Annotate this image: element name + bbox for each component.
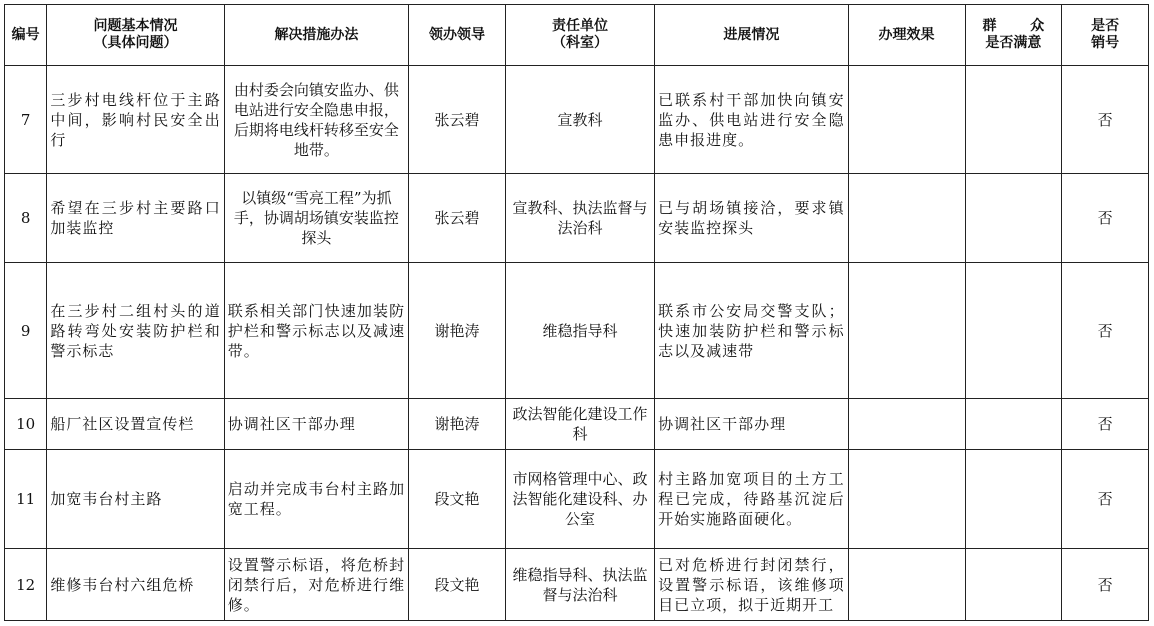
cell-problem: 加宽韦台村主路 bbox=[47, 450, 224, 549]
cell-progress: 联系市公安局交警支队；快速加装防护栏和警示标志以及减速带 bbox=[655, 263, 849, 399]
table-row bbox=[5, 549, 1149, 621]
issue-table bbox=[4, 4, 1149, 621]
cell-closed: 否 bbox=[1062, 66, 1149, 174]
cell-closed: 否 bbox=[1062, 549, 1149, 621]
table-container bbox=[4, 4, 1149, 626]
cell-progress bbox=[655, 549, 849, 621]
cell-problem: 维修韦台村六组危桥 bbox=[47, 549, 224, 621]
header-unit-line1: 责任单位 bbox=[551, 18, 608, 34]
cell-satisfied bbox=[965, 450, 1062, 549]
cell-unit: 维稳指导科、执法监督与法治科 bbox=[505, 549, 654, 621]
header-problem-line1: 问题基本情况 bbox=[93, 18, 178, 34]
cell-effect bbox=[848, 549, 965, 621]
cell-leader: 谢艳涛 bbox=[409, 399, 506, 450]
cell-solution: 以镇级“雪亮工程”为抓手，协调胡场镇安装监控探头 bbox=[224, 174, 408, 263]
header-progress: 进展情况 bbox=[655, 5, 849, 66]
table-row bbox=[5, 450, 1149, 549]
cell-leader: 张云碧 bbox=[409, 174, 506, 263]
cell-problem: 在三步村二组村头的道路转弯处安装防护栏和警示标志 bbox=[47, 263, 224, 399]
cell-num: 7 bbox=[5, 66, 47, 174]
cell-progress-text: 已对危桥进行封闭禁行，设置警示标语，该维修项目已立项，拟于近期开工 bbox=[658, 555, 845, 614]
cell-unit: 宣教科、执法监督与法治科 bbox=[505, 174, 654, 263]
cell-leader: 谢艳涛 bbox=[409, 263, 506, 399]
cell-leader: 张云碧 bbox=[409, 66, 506, 174]
cell-satisfied bbox=[965, 399, 1062, 450]
header-satisfied-line1: 群 众 bbox=[982, 18, 1045, 34]
cell-solution: 启动并完成韦台村主路加宽工程。 bbox=[224, 450, 408, 549]
cell-solution: 联系相关部门快速加装防护栏和警示标志以及减速带。 bbox=[224, 263, 408, 399]
header-satisfied-line2: 是否满意 bbox=[985, 35, 1042, 51]
header-effect: 办理效果 bbox=[848, 5, 965, 66]
cell-problem: 希望在三步村主要路口加装监控 bbox=[47, 174, 224, 263]
cell-satisfied bbox=[965, 263, 1062, 399]
header-satisfied bbox=[965, 5, 1062, 66]
cell-num: 11 bbox=[5, 450, 47, 549]
cell-num: 9 bbox=[5, 263, 47, 399]
cell-closed: 否 bbox=[1062, 450, 1149, 549]
header-leader: 领办领导 bbox=[409, 5, 506, 66]
cell-unit: 政法智能化建设工作科 bbox=[505, 399, 654, 450]
cell-progress: 已与胡场镇接洽，要求镇安装监控探头 bbox=[655, 174, 849, 263]
cell-effect bbox=[848, 263, 965, 399]
cell-solution: 协调社区干部办理 bbox=[224, 399, 408, 450]
header-unit bbox=[505, 5, 654, 66]
table-row bbox=[5, 174, 1149, 263]
cell-satisfied bbox=[965, 549, 1062, 621]
cell-closed: 否 bbox=[1062, 399, 1149, 450]
cell-unit: 宣教科 bbox=[505, 66, 654, 174]
cell-problem: 三步村电线杆位于主路中间，影响村民安全出行 bbox=[47, 66, 224, 174]
cell-unit: 维稳指导科 bbox=[505, 263, 654, 399]
header-problem bbox=[47, 5, 224, 66]
header-solution: 解决措施办法 bbox=[224, 5, 408, 66]
cell-effect bbox=[848, 66, 965, 174]
header-closed bbox=[1062, 5, 1149, 66]
header-closed-line1: 是否 bbox=[1091, 18, 1120, 34]
cell-closed: 否 bbox=[1062, 263, 1149, 399]
cell-unit: 市网格管理中心、政法智能化建设科、办公室 bbox=[505, 450, 654, 549]
cell-progress: 已联系村干部加快向镇安监办、供电站进行安全隐患申报进度。 bbox=[655, 66, 849, 174]
cell-solution: 由村委会向镇安监办、供电站进行安全隐患申报，后期将电线杆转移至安全地带。 bbox=[224, 66, 408, 174]
cell-satisfied bbox=[965, 174, 1062, 263]
cell-solution: 设置警示标语，将危桥封闭禁行后，对危桥进行维修。 bbox=[224, 549, 408, 621]
header-num: 编号 bbox=[5, 5, 47, 66]
table-row bbox=[5, 66, 1149, 174]
header-closed-line2: 销号 bbox=[1091, 35, 1120, 51]
cell-progress: 村主路加宽项目的土方工程已完成，待路基沉淀后开始实施路面硬化。 bbox=[655, 450, 849, 549]
cell-closed: 否 bbox=[1062, 174, 1149, 263]
cell-effect bbox=[848, 450, 965, 549]
header-unit-line2: （科室） bbox=[551, 35, 608, 51]
table-row bbox=[5, 399, 1149, 450]
cell-problem: 船厂社区设置宣传栏 bbox=[47, 399, 224, 450]
cell-leader: 段文艳 bbox=[409, 549, 506, 621]
cell-satisfied bbox=[965, 66, 1062, 174]
header-row bbox=[5, 5, 1149, 66]
table-row bbox=[5, 263, 1149, 399]
cell-num: 8 bbox=[5, 174, 47, 263]
cell-num: 12 bbox=[5, 549, 47, 621]
cell-effect bbox=[848, 174, 965, 263]
cell-effect bbox=[848, 399, 965, 450]
header-problem-line2: （具体问题） bbox=[93, 35, 178, 51]
cell-leader: 段文艳 bbox=[409, 450, 506, 549]
cell-num: 10 bbox=[5, 399, 47, 450]
cell-progress: 协调社区干部办理 bbox=[655, 399, 849, 450]
